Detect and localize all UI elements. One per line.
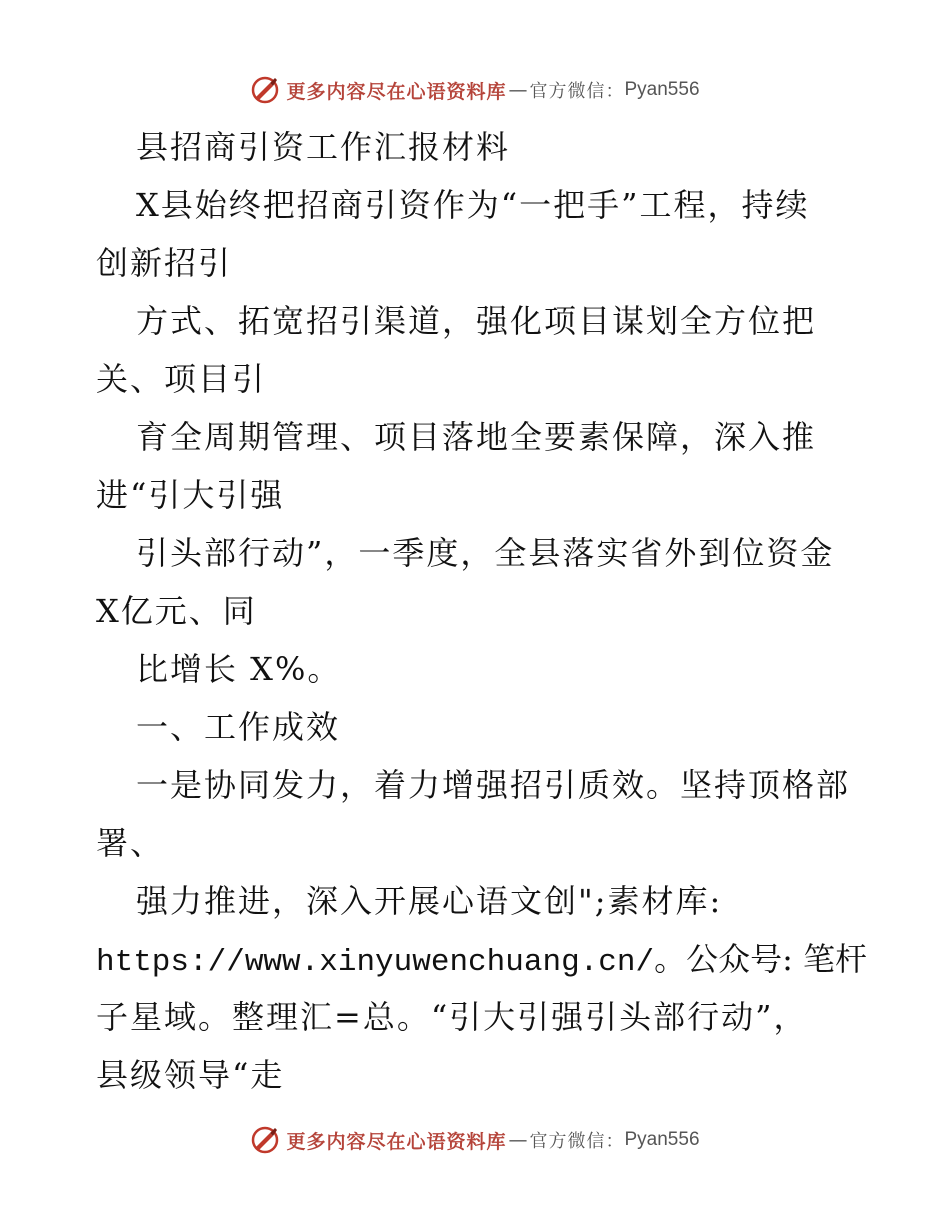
document-line: 县招商引资工作汇报材料	[136, 128, 511, 166]
quill-seal-logo-icon	[250, 75, 280, 105]
quill-seal-logo-icon	[250, 1125, 280, 1155]
banner-wechat-label: 官方微信：	[529, 81, 625, 102]
footer-watermark-banner	[0, 1120, 950, 1160]
resource-url: https://www.xinyuwenchuang.cn/	[96, 945, 655, 980]
document-line: 一是协同发力，着力增强招引质效。坚持顶格部	[136, 766, 851, 804]
banner-wechat-id: Pyan556	[624, 1129, 700, 1150]
document-line: 强力推进，深入开展心语文创";素材库:	[136, 882, 723, 920]
document-body	[96, 118, 868, 1104]
document-line: 关、项目引	[96, 360, 267, 398]
document-line: 一、工作成效	[136, 708, 341, 746]
banner-wechat-id: Pyan556	[624, 79, 700, 100]
banner-wechat-label: 官方微信：	[529, 1131, 625, 1152]
document-line: 署、	[96, 824, 165, 862]
document-line: 引头部行动”，一季度，全县落实省外到位资金	[136, 534, 835, 572]
document-line: X亿元、同	[96, 592, 257, 630]
document-line: 进“引大引强	[96, 476, 285, 514]
document-line: 子星域。整理汇=总。“引大引强引头部行动”，	[96, 998, 808, 1036]
document-line: 育全周期管理、项目落地全要素保障，深入推	[136, 418, 817, 456]
banner-dash: —	[508, 1129, 528, 1151]
line-text: 。公众号: 笔杆	[654, 940, 868, 978]
banner-main-text: 更多内容尽在心语资料库	[286, 80, 507, 103]
document-line	[96, 930, 868, 988]
document-line: 比增长 X%。	[136, 650, 342, 688]
banner-dash: —	[508, 79, 528, 101]
document-line: X县始终把招商引资作为“一把手”工程，持续	[136, 186, 810, 224]
banner-main-text: 更多内容尽在心语资料库	[286, 1130, 507, 1153]
document-line: 创新招引	[96, 244, 233, 282]
header-watermark-banner	[0, 70, 950, 110]
document-line: 方式、拓宽招引渠道，强化项目谋划全方位把	[136, 302, 817, 340]
document-line: 县级领导“走	[96, 1056, 285, 1094]
